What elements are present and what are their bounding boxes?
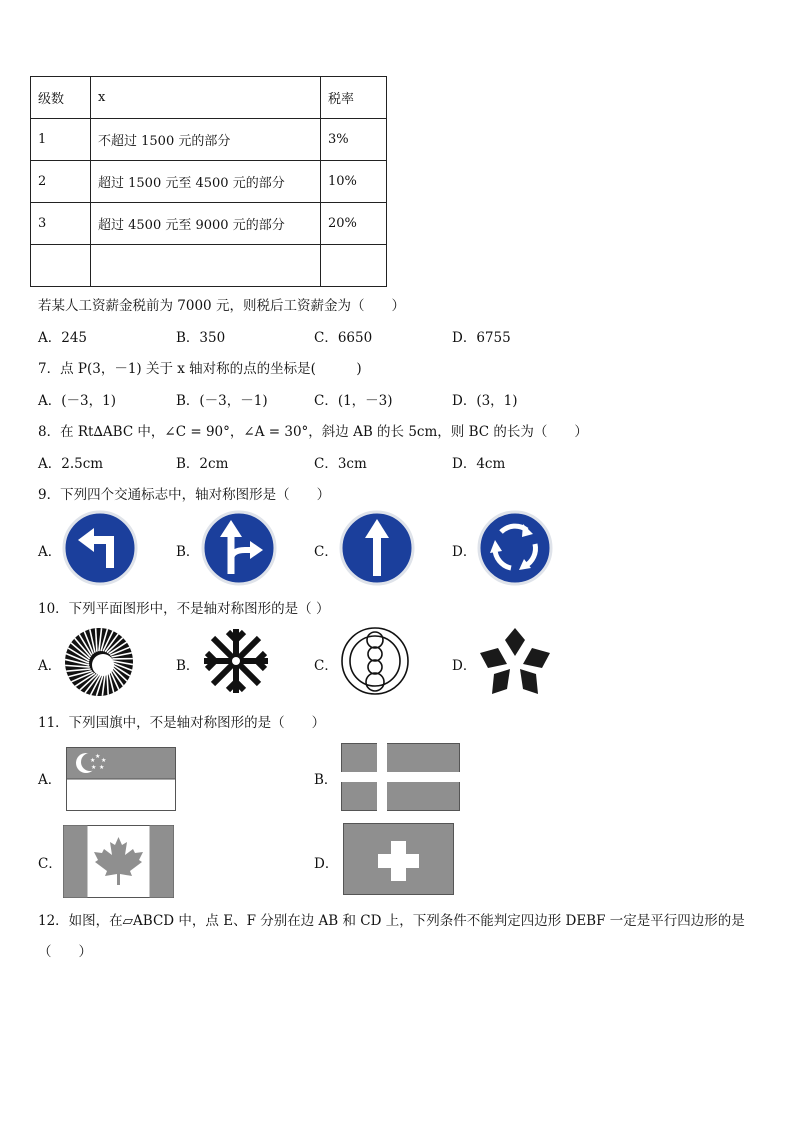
- nordic-cross-flag-icon: [341, 743, 460, 811]
- table-cell: [31, 245, 91, 287]
- table-cell: 10%: [321, 161, 387, 203]
- question-6-stem: 若某人工资薪金税前为 7000 元，则税后工资薪金为（ ）: [38, 298, 405, 314]
- straight-ahead-sign-icon: [339, 510, 415, 586]
- table-row: [31, 245, 387, 287]
- q7-option-a: A．(－3，1): [38, 393, 116, 409]
- q11-label-b: B．: [314, 772, 338, 788]
- q9-label-c: C．: [314, 544, 338, 560]
- table-cell: 20%: [321, 203, 387, 245]
- q6-option-b: B．350: [176, 330, 226, 346]
- svg-text:★: ★: [91, 764, 97, 771]
- q11-label-a: A．: [38, 772, 62, 788]
- q10-label-b: B．: [176, 658, 200, 674]
- question-10-stem: 10．下列平面图形中，不是轴对称图形的是（ ）: [38, 601, 330, 617]
- turn-left-sign-icon: [62, 510, 138, 586]
- straight-or-right-sign-icon: [201, 510, 277, 586]
- table-cell: 1: [31, 119, 91, 161]
- table-row: [31, 203, 387, 245]
- q9-label-a: A．: [38, 544, 62, 560]
- q8-option-a: A．2.5cm: [38, 456, 104, 472]
- table-row: [31, 161, 387, 203]
- table-cell: 3%: [321, 119, 387, 161]
- table-cell: [321, 245, 387, 287]
- question-12-stem: 12．如图，在▱ABCD 中，点 E、F 分别在边 AB 和 CD 上，下列条件不能判定四边形 DEBF 一定是平行四边形的是: [38, 913, 745, 929]
- table-row: [31, 119, 387, 161]
- canada-flag-icon: [63, 825, 174, 898]
- q6-option-d: D．6755: [452, 330, 511, 346]
- question-11-stem: 11．下列国旗中，不是轴对称图形的是（ ）: [38, 715, 326, 731]
- q7-option-c: C．(1，－3): [314, 393, 393, 409]
- q6-option-c: C．6650: [314, 330, 373, 346]
- q7-option-d: D．(3，1): [452, 393, 518, 409]
- table-cell: 不超过 1500 元的部分: [91, 119, 321, 161]
- table-cell: [91, 245, 321, 287]
- q10-label-d: D．: [452, 658, 477, 674]
- q8-option-d: D．4cm: [452, 456, 506, 472]
- svg-text:★: ★: [99, 764, 105, 771]
- table-header-cell: x: [91, 77, 321, 119]
- q11-label-d: D．: [314, 856, 339, 872]
- question-8-stem: 8．在 Rt∆ABC 中，∠C = 90°，∠A = 30°，斜边 AB 的长 5cm，则 BC 的长为（ ）: [38, 424, 588, 440]
- q8-option-b: B．2cm: [176, 456, 229, 472]
- tax-rate-table: [30, 76, 387, 287]
- snowflake-figure-icon: [201, 626, 271, 696]
- table-header-cell: 级数: [31, 77, 91, 119]
- table-header-cell: 税率: [321, 77, 387, 119]
- table-header-row: [31, 77, 387, 119]
- table-cell: 2: [31, 161, 91, 203]
- q10-label-a: A．: [38, 658, 62, 674]
- sunburst-figure-icon: [63, 626, 135, 698]
- question-9-stem: 9．下列四个交通标志中，轴对称图形是（ ）: [38, 487, 331, 503]
- swiss-flag-icon: [343, 823, 454, 895]
- q7-option-b: B．(－3，－1): [176, 393, 268, 409]
- svg-text:★: ★: [90, 757, 96, 764]
- q10-label-c: C．: [314, 658, 338, 674]
- q9-label-b: B．: [176, 544, 200, 560]
- table-cell: 3: [31, 203, 91, 245]
- svg-text:★: ★: [101, 757, 107, 764]
- q8-option-c: C．3cm: [314, 456, 367, 472]
- svg-text:★: ★: [95, 753, 101, 760]
- q11-label-c: C．: [38, 856, 62, 872]
- q6-option-a: A．245: [38, 330, 88, 346]
- nested-circles-figure-icon: [340, 626, 410, 696]
- q9-label-d: D．: [452, 544, 477, 560]
- roundabout-sign-icon: [477, 510, 553, 586]
- question-12-paren: （ ）: [38, 944, 92, 960]
- table-cell: 超过 1500 元至 4500 元的部分: [91, 161, 321, 203]
- question-7-stem: 7．点 P(3，－1) 关于 x 轴对称的点的坐标是( ): [38, 361, 362, 377]
- singapore-flag-icon: [66, 747, 176, 811]
- star-diamond-figure-icon: [478, 626, 552, 698]
- table-cell: 超过 4500 元至 9000 元的部分: [91, 203, 321, 245]
